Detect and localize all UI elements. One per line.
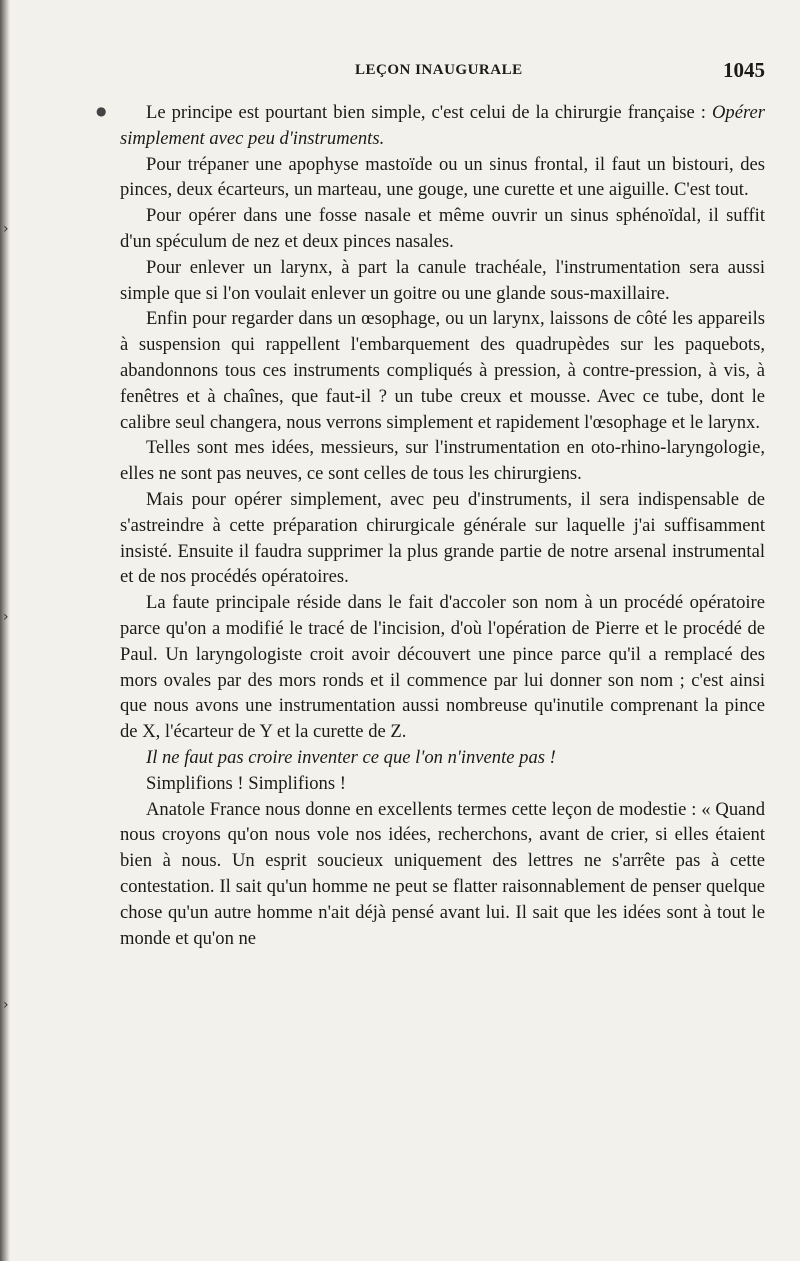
paragraph: Pour enlever un larynx, à part la canule trachéale, l'instrumentation sera aussi simple que si l'on voulait enlever un goitre ou une glande sous-maxillaire. bbox=[120, 256, 765, 304]
paragraph: Mais pour opérer simplement, avec peu d'instruments, il sera indispensable de s'astreindre à cette préparation chirurgicale générale sur laquelle j'ai suffisamment insisté. Ensuite il faudra supprimer la plus grande partie de notre arsenal instrumental et de nos procédés opératoires. bbox=[120, 488, 765, 588]
margin-mark: › bbox=[3, 221, 9, 237]
paragraph: La faute principale réside dans le fait d'accoler son nom à un procédé opératoire parce qu'on a modifié le tracé de l'incision, d'où l'opération de Pierre et le procédé de Paul. Un laryngologiste croit avoir découvert une pince parce qu'il a remplacé des mors ovales par des mors ronds et il commence par lui donner son nom ; c'est ainsi que nous avons une instrumentation aussi nombreuse qu'inutile comprenant la pince de X, l'écarteur de Y et la curette de Z. bbox=[120, 592, 765, 743]
italic-phrase: Opérer simplement avec peu d'instruments. bbox=[120, 102, 765, 149]
page-header bbox=[120, 58, 765, 88]
margin-mark: › bbox=[3, 609, 9, 625]
bullet-icon: ● bbox=[96, 104, 107, 118]
paragraph: Telles sont mes idées, messieurs, sur l'instrumentation en oto-rhino-laryngologie, elles ne sont pas neuves, ce sont celles de tous les chirurgiens. bbox=[120, 437, 765, 485]
body-text bbox=[120, 100, 765, 951]
margin-mark: › bbox=[3, 997, 9, 1013]
paragraph: Pour trépaner une apophyse mastoïde ou un sinus frontal, il faut un bistouri, des pinces, deux écarteurs, un marteau, une gouge, une curette et une aiguille. C'est tout. bbox=[120, 153, 765, 201]
paragraph: Anatole France nous donne en excellents termes cette leçon de modestie : « Quand nous croyons qu'on nous vole nos idées, recherchons, avant de crier, si elles étaient bien à nous. Un esprit soucieux uniquement des lettres ne s'arrête pas à cette contestation. Il sait qu'un homme ne peut se flatter raisonnablement de penser quelque chose qu'un autre homme n'ait déjà pensé avant lui. Il sait que les idées sont à tout le monde et qu'on ne bbox=[120, 798, 765, 949]
page-number: 1045 bbox=[723, 58, 765, 82]
paragraph: Pour opérer dans une fosse nasale et même ouvrir un sinus sphénoïdal, il suffit d'un spéculum de nez et deux pinces nasales. bbox=[120, 205, 765, 252]
paragraph: Le principe est pourtant bien simple, c'est celui de la chirurgie française : Opérer simplement avec peu d'instruments. bbox=[120, 102, 765, 149]
page-binding-edge bbox=[0, 0, 10, 1261]
paragraph: Enfin pour regarder dans un œsophage, ou un larynx, laissons de côté les appareils à suspension qui rappellent l'embarquement des quadrupèdes sur les paquebots, abandonnons tous ces instruments compliqués à pression, à contre-pression, à vis, à fenêtres et à chaînes, que faut-il ? un tube creux et mousse. Avec ce tube, dont le calibre seul changera, nous verrons simplement et rapidement l'œsophage et le larynx. bbox=[120, 308, 765, 433]
paragraph: Simplifions ! Simplifions ! bbox=[146, 772, 346, 794]
paragraph-italic: Il ne faut pas croire inventer ce que l'on n'invente pas ! bbox=[146, 746, 556, 768]
running-head: LEÇON INAUGURALE bbox=[355, 62, 523, 78]
